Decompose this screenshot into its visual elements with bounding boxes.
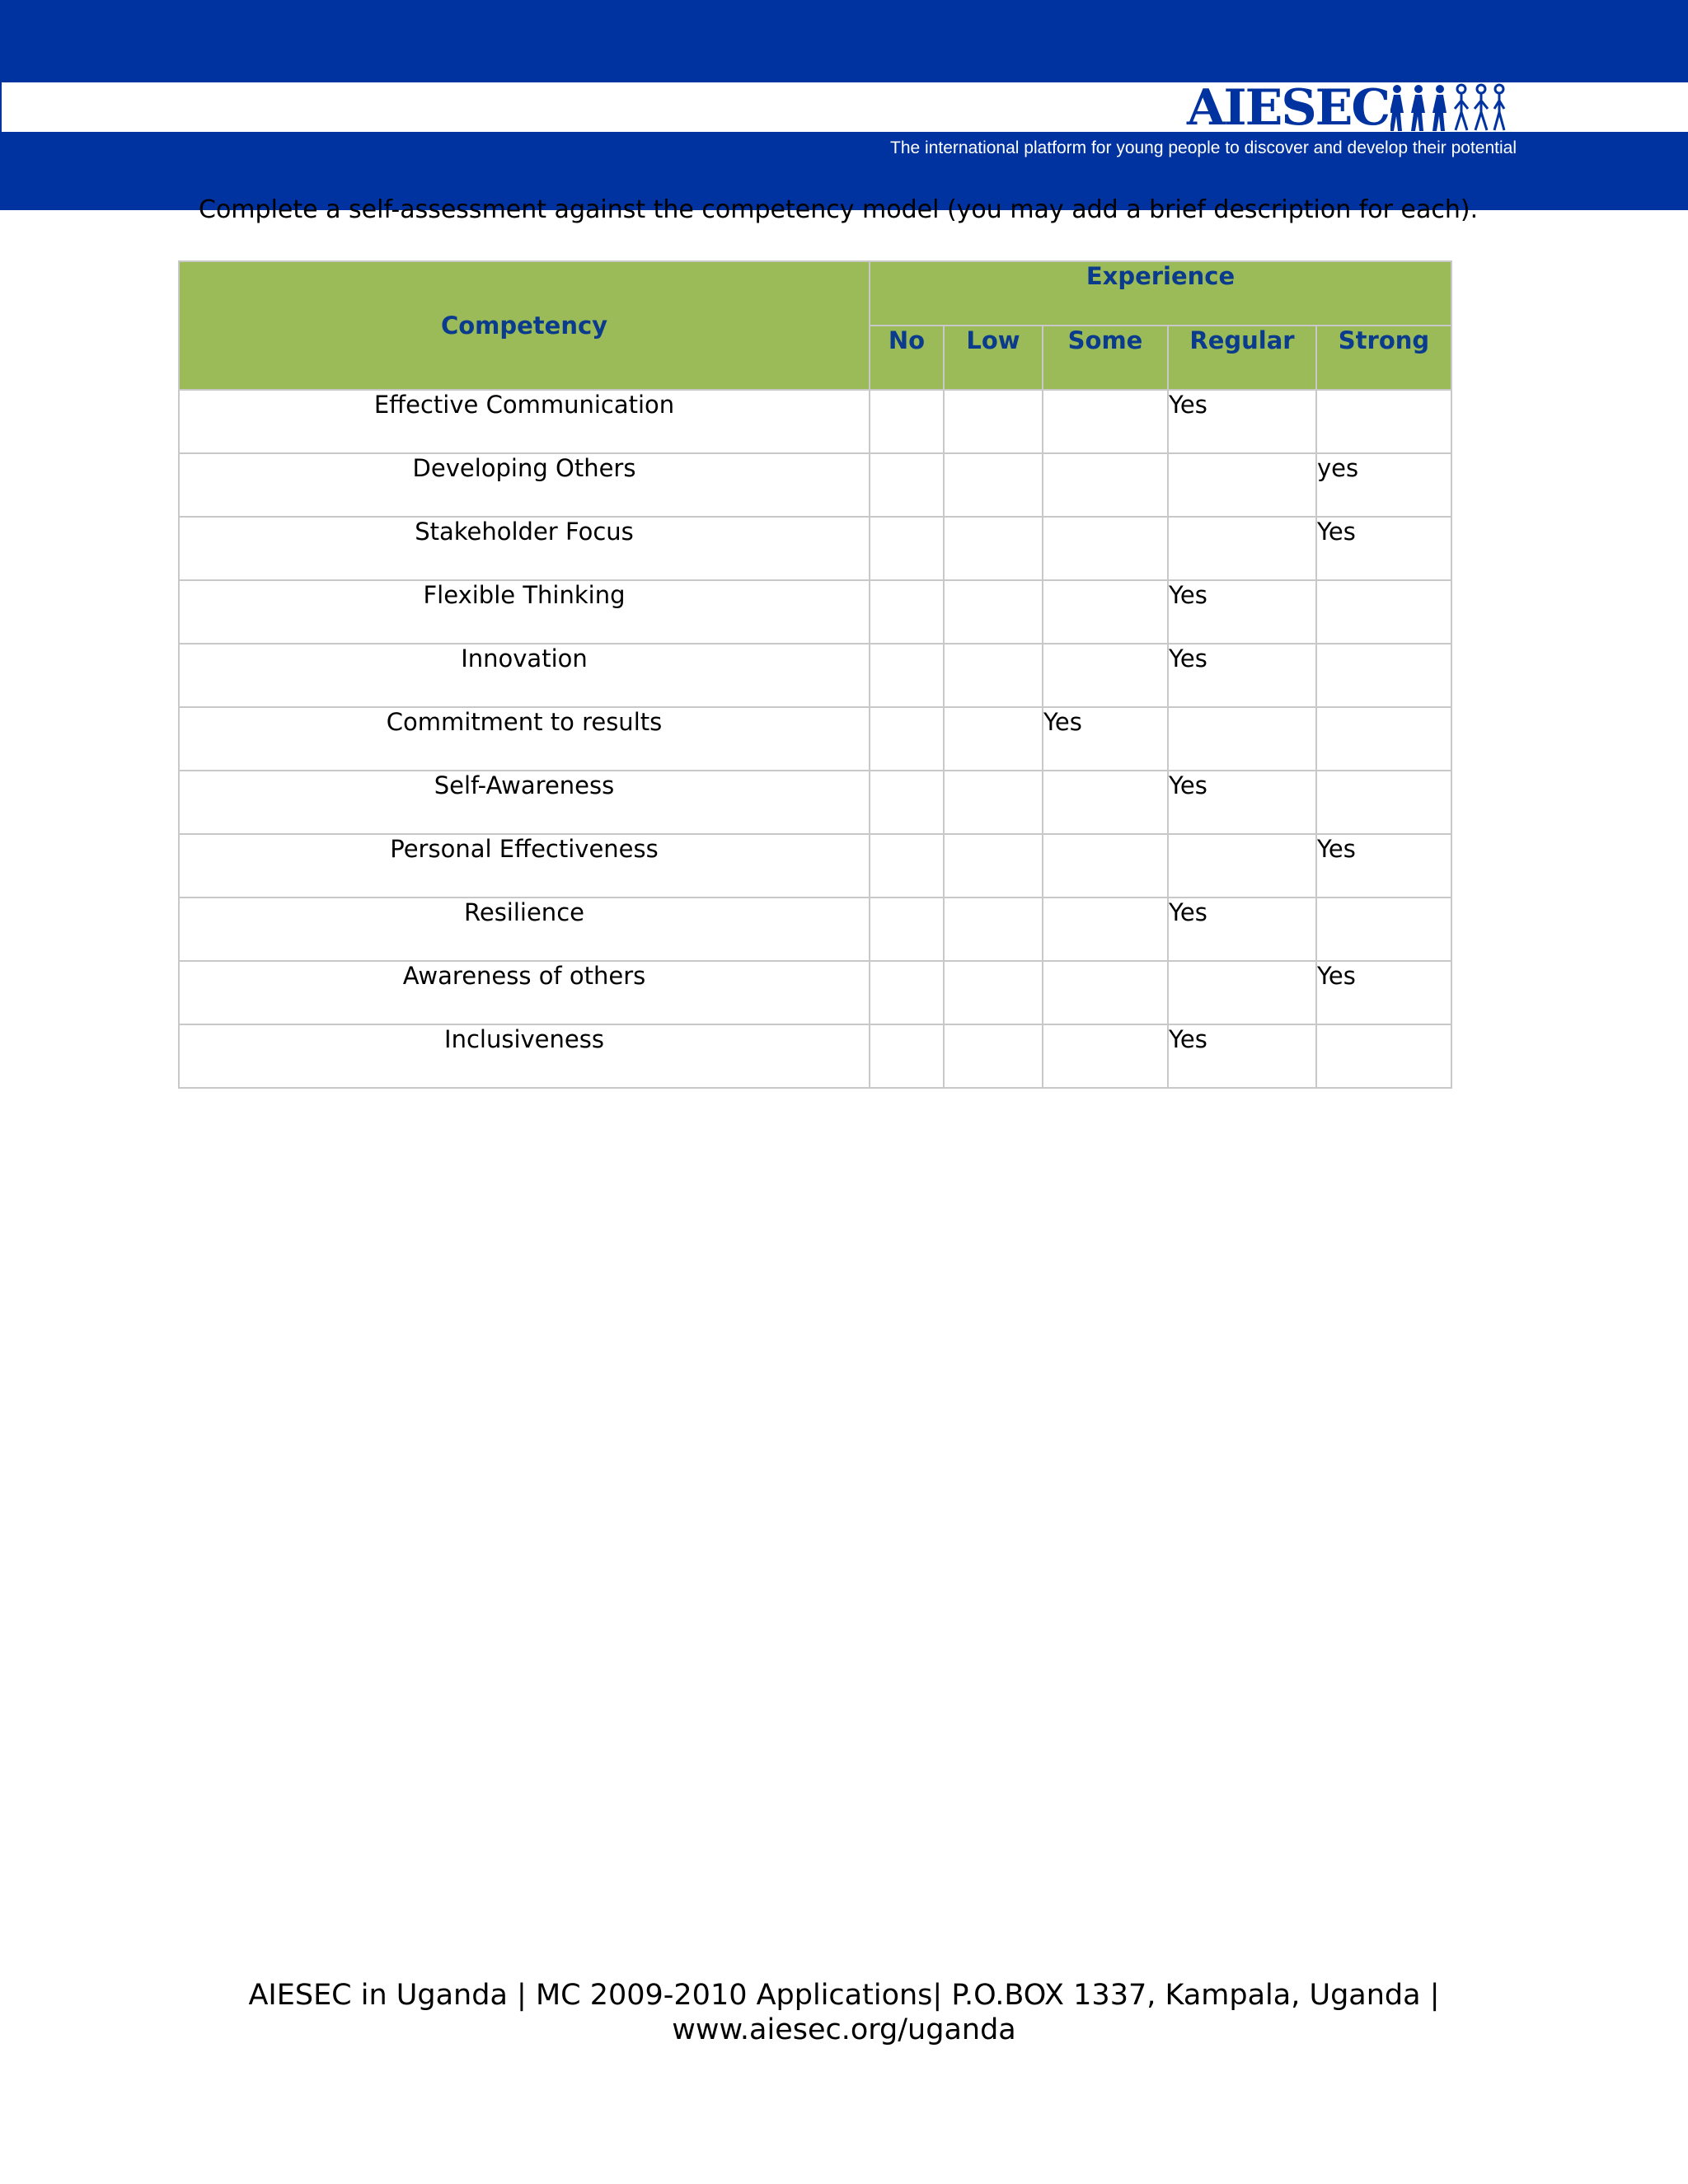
- rating-cell-some: [1043, 580, 1168, 644]
- rating-cell-no: [870, 644, 944, 707]
- experience-header: Experience: [870, 261, 1451, 326]
- rating-cell-some: [1043, 644, 1168, 707]
- rating-cell-some: [1043, 771, 1168, 834]
- table-row: [179, 834, 1451, 898]
- table-row: [179, 771, 1451, 834]
- rating-cell-low: [944, 580, 1043, 644]
- table-row: [179, 707, 1451, 771]
- footer-address: AIESEC in Uganda | MC 2009-2010 Applications| P.O.BOX 1337, Kampala, Uganda |: [248, 1979, 1440, 2012]
- competency-header: Competency: [179, 261, 870, 390]
- rating-cell-regular: Yes: [1168, 771, 1316, 834]
- logo-text: AIESEC: [1187, 79, 1390, 137]
- rating-cell-strong: [1316, 771, 1451, 834]
- rating-cell-strong: [1316, 390, 1451, 453]
- intro-text: Complete a self-assessment against the competency model (you may add a brief description for each).: [199, 195, 1479, 224]
- rating-cell-strong: [1316, 580, 1451, 644]
- rating-cell-no: [870, 707, 944, 771]
- rating-cell-some: Yes: [1043, 707, 1168, 771]
- rating-cell-low: [944, 898, 1043, 961]
- rating-cell-regular: [1168, 707, 1316, 771]
- table-row: [179, 1024, 1451, 1088]
- competency-name: Inclusiveness: [179, 1024, 870, 1088]
- rating-cell-low: [944, 771, 1043, 834]
- rating-cell-some: [1043, 517, 1168, 580]
- table-header-row: [179, 261, 1451, 326]
- rating-cell-strong: [1316, 898, 1451, 961]
- competency-name: Innovation: [179, 644, 870, 707]
- aiesec-logo: [1187, 79, 1506, 137]
- rating-cell-no: [870, 453, 944, 517]
- rating-cell-some: [1043, 898, 1168, 961]
- rating-cell-strong: [1316, 644, 1451, 707]
- rating-cell-strong: [1316, 1024, 1451, 1088]
- rating-cell-no: [870, 517, 944, 580]
- walking-people-icon: [1390, 82, 1506, 134]
- footer-website: www.aiesec.org/uganda: [672, 2013, 1016, 2046]
- rating-cell-regular: [1168, 453, 1316, 517]
- rating-cell-regular: Yes: [1168, 1024, 1316, 1088]
- rating-cell-strong: Yes: [1316, 517, 1451, 580]
- competency-name: Flexible Thinking: [179, 580, 870, 644]
- rating-cell-regular: [1168, 834, 1316, 898]
- rating-cell-no: [870, 1024, 944, 1088]
- rating-cell-regular: Yes: [1168, 390, 1316, 453]
- tagline: The international platform for young people to discover and develop their potential: [890, 138, 1517, 157]
- level-header-low: Low: [944, 326, 1043, 390]
- rating-cell-some: [1043, 834, 1168, 898]
- rating-cell-no: [870, 771, 944, 834]
- rating-cell-regular: [1168, 961, 1316, 1024]
- table-row: [179, 898, 1451, 961]
- rating-cell-regular: Yes: [1168, 580, 1316, 644]
- rating-cell-some: [1043, 1024, 1168, 1088]
- rating-cell-no: [870, 390, 944, 453]
- rating-cell-some: [1043, 390, 1168, 453]
- competency-table: [178, 260, 1452, 1089]
- table-row: [179, 390, 1451, 453]
- competency-name: Personal Effectiveness: [179, 834, 870, 898]
- rating-cell-strong: [1316, 707, 1451, 771]
- rating-cell-low: [944, 390, 1043, 453]
- table-row: [179, 644, 1451, 707]
- table-row: [179, 517, 1451, 580]
- level-header-strong: Strong: [1316, 326, 1451, 390]
- rating-cell-some: [1043, 453, 1168, 517]
- rating-cell-no: [870, 580, 944, 644]
- rating-cell-strong: Yes: [1316, 961, 1451, 1024]
- rating-cell-some: [1043, 961, 1168, 1024]
- level-header-no: No: [870, 326, 944, 390]
- rating-cell-low: [944, 644, 1043, 707]
- rating-cell-strong: yes: [1316, 453, 1451, 517]
- rating-cell-low: [944, 1024, 1043, 1088]
- rating-cell-strong: Yes: [1316, 834, 1451, 898]
- rating-cell-low: [944, 517, 1043, 580]
- rating-cell-regular: [1168, 517, 1316, 580]
- table-row: [179, 580, 1451, 644]
- competency-name: Resilience: [179, 898, 870, 961]
- rating-cell-low: [944, 834, 1043, 898]
- rating-cell-regular: Yes: [1168, 898, 1316, 961]
- rating-cell-regular: Yes: [1168, 644, 1316, 707]
- competency-name: Effective Communication: [179, 390, 870, 453]
- competency-name: Stakeholder Focus: [179, 517, 870, 580]
- rating-cell-low: [944, 453, 1043, 517]
- rating-cell-no: [870, 898, 944, 961]
- competency-name: Developing Others: [179, 453, 870, 517]
- competency-name: Commitment to results: [179, 707, 870, 771]
- competency-rows: [179, 390, 1451, 1088]
- table-row: [179, 453, 1451, 517]
- table-row: [179, 961, 1451, 1024]
- rating-cell-low: [944, 707, 1043, 771]
- rating-cell-no: [870, 834, 944, 898]
- competency-name: Awareness of others: [179, 961, 870, 1024]
- rating-cell-no: [870, 961, 944, 1024]
- competency-name: Self-Awareness: [179, 771, 870, 834]
- rating-cell-low: [944, 961, 1043, 1024]
- footer: [0, 1978, 1688, 2047]
- level-header-regular: Regular: [1168, 326, 1316, 390]
- level-header-some: Some: [1043, 326, 1168, 390]
